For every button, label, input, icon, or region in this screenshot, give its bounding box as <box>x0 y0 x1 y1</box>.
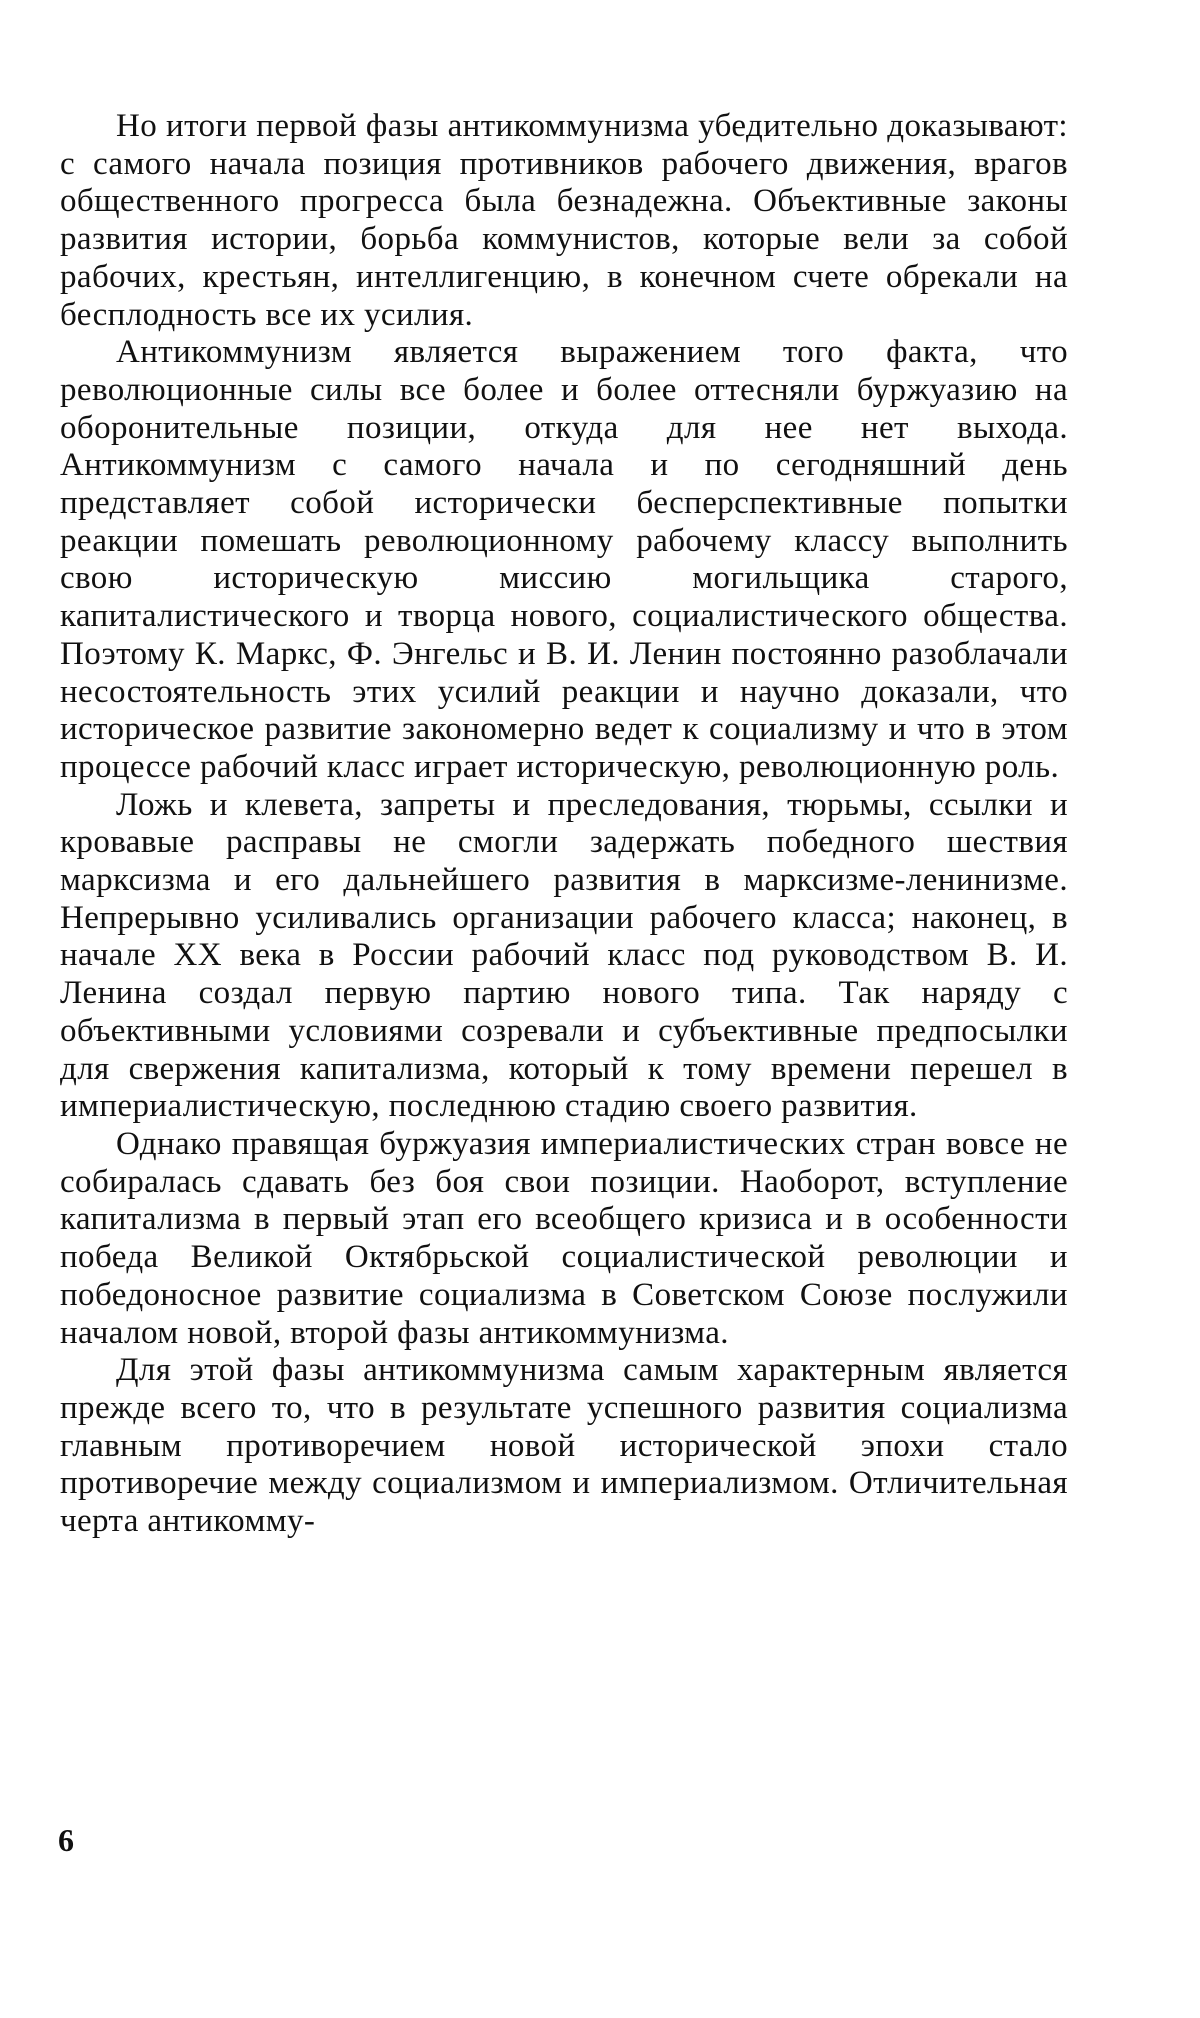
body-text <box>60 108 1068 1541</box>
paragraph-2: Антикоммунизм является выражением того факта, что революционные силы все более и более оттесняли буржуазию на оборонительные позиции, откуда для нее нет выхода. Антикоммунизм с самого начала и по сегодняшний день представляет собой исторически бесперспективные попытки реакции помешать революционному рабочему классу выполнить свою историческую миссию могильщика старого, капиталистического и творца нового, социалистического общества. Поэтому К. Маркс, Ф. Энгельс и В. И. Ленин постоянно разоблачали несостоятельность этих усилий реакции и научно доказали, что историческое развитие закономерно ведет к социализму и что в этом процессе рабочий класс играет историческую, революционную роль. <box>60 334 1068 785</box>
paragraph-3: Ложь и клевета, запреты и преследования, тюрьмы, ссылки и кровавые расправы не смогли задержать победного шествия марксизма и его дальнейшего развития в марксизме-ленинизме. Непрерывно усиливались организации рабочего класса; наконец, в начале XX века в России рабочий класс под руководством В. И. Ленина создал первую партию нового типа. Так наряду с объективными условиями созревали и субъективные предпосылки для свержения капитализма, который к тому времени перешел в империалистическую, последнюю стадию своего развития. <box>60 786 1068 1125</box>
paragraph-5: Для этой фазы антикоммунизма самым характерным является прежде всего то, что в результате успешного развития социализма главным противоречием новой исторической эпохи стало противоречие между социализмом и империализмом. Отличительная черта антикомму- <box>60 1352 1068 1540</box>
page-number: 6 <box>58 1822 74 1858</box>
paragraph-1: Но итоги первой фазы антикоммунизма убедительно доказывают: с самого начала позиция противников рабочего движения, врагов общественного прогресса была безнадежна. Объективные законы развития истории, борьба коммунистов, которые вели за собой рабочих, крестьян, интеллигенцию, в конечном счете обрекали на бесплодность все их усилия. <box>60 108 1068 333</box>
paragraph-4: Однако правящая буржуазия империалистических стран вовсе не собиралась сдавать без боя свои позиции. Наоборот, вступление капитализма в первый этап его всеобщего кризиса и в особенности победа Великой Октябрьской социалистической революции и победоносное развитие социализма в Советском Союзе послужили началом новой, второй фазы антикоммунизма. <box>60 1125 1068 1351</box>
